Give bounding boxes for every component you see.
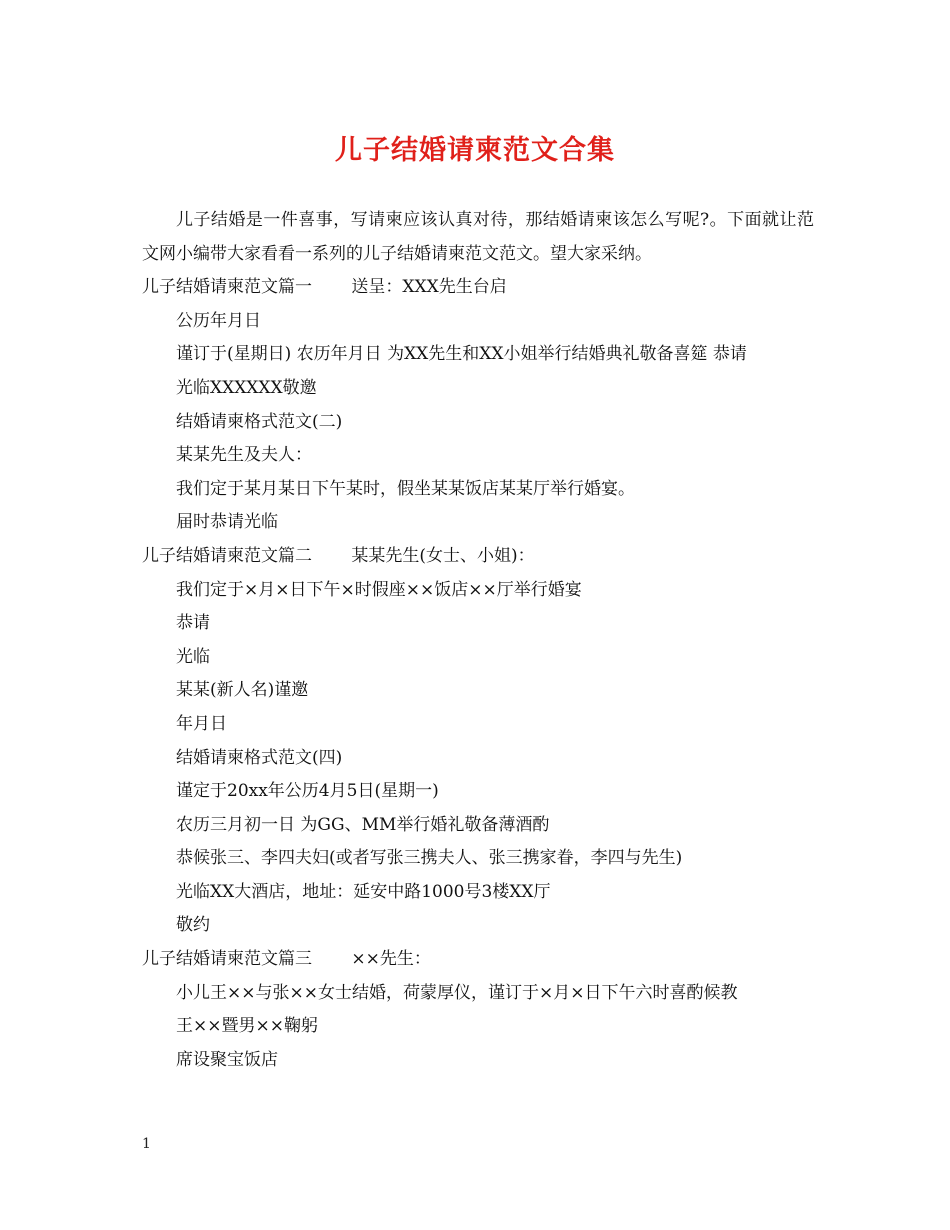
body-line: 谨订于(星期日) 农历年月日 为XX先生和XX小姐举行结婚典礼敬备喜筵 恭请: [176, 344, 747, 365]
body-line: 光临XX大酒店，地址：延安中路1000号3楼XX厅: [176, 881, 551, 902]
page-number: 1: [142, 1136, 151, 1152]
document-body: [142, 204, 814, 1077]
body-line: 小儿王××与张××女士结婚，荷蒙厚仪，谨订于×月×日下午六时喜酌候教: [176, 982, 738, 1003]
body-line: 谨定于20xx年公历4月5日(星期一): [176, 781, 439, 802]
body-lines: [142, 271, 814, 1077]
body-line: 光临XXXXXX敬邀: [176, 377, 317, 398]
body-line: 某某先生及夫人：: [176, 445, 312, 466]
body-line: 王××暨男××鞠躬: [176, 1016, 318, 1037]
body-line: 届时恭请光临: [176, 512, 278, 533]
body-line: 结婚请柬格式范文(二): [176, 411, 343, 432]
document-title: 儿子结婚请柬范文合集: [335, 135, 615, 166]
body-line: 光临: [176, 646, 210, 667]
body-line: 儿子结婚请柬范文篇二 某某先生(女士、小姐)：: [142, 545, 535, 566]
body-line: 儿子结婚请柬范文篇一 送呈：XXX先生台启: [142, 277, 507, 298]
body-line: 年月日: [176, 713, 227, 734]
intro-paragraph: 儿子结婚是一件喜事，写请柬应该认真对待，那结婚请柬该怎么写呢?。下面就让范文网小编带大家看看一系列的儿子结婚请柬范文范文。望大家采纳。: [142, 210, 814, 264]
body-line: 结婚请柬格式范文(四): [176, 747, 343, 768]
body-line: 席设聚宝饭店: [176, 1049, 278, 1070]
body-line: 恭候张三、李四夫妇(或者写张三携夫人、张三携家眷，李四与先生): [176, 848, 683, 869]
body-line: 恭请: [176, 613, 210, 634]
body-line: 我们定于×月×日下午×时假座××饭店××厅举行婚宴: [176, 579, 582, 600]
body-line: 儿子结婚请柬范文篇三 ××先生：: [142, 949, 431, 970]
body-line: 敬约: [176, 915, 210, 936]
body-line: 某某(新人名)谨邀: [176, 680, 309, 701]
body-line: 我们定于某月某日下午某时，假坐某某饭店某某厅举行婚宴。: [176, 478, 635, 499]
body-line: 公历年月日: [176, 310, 261, 331]
body-line: 农历三月初一日 为GG、MM举行婚礼敬备薄酒酌: [176, 814, 550, 835]
